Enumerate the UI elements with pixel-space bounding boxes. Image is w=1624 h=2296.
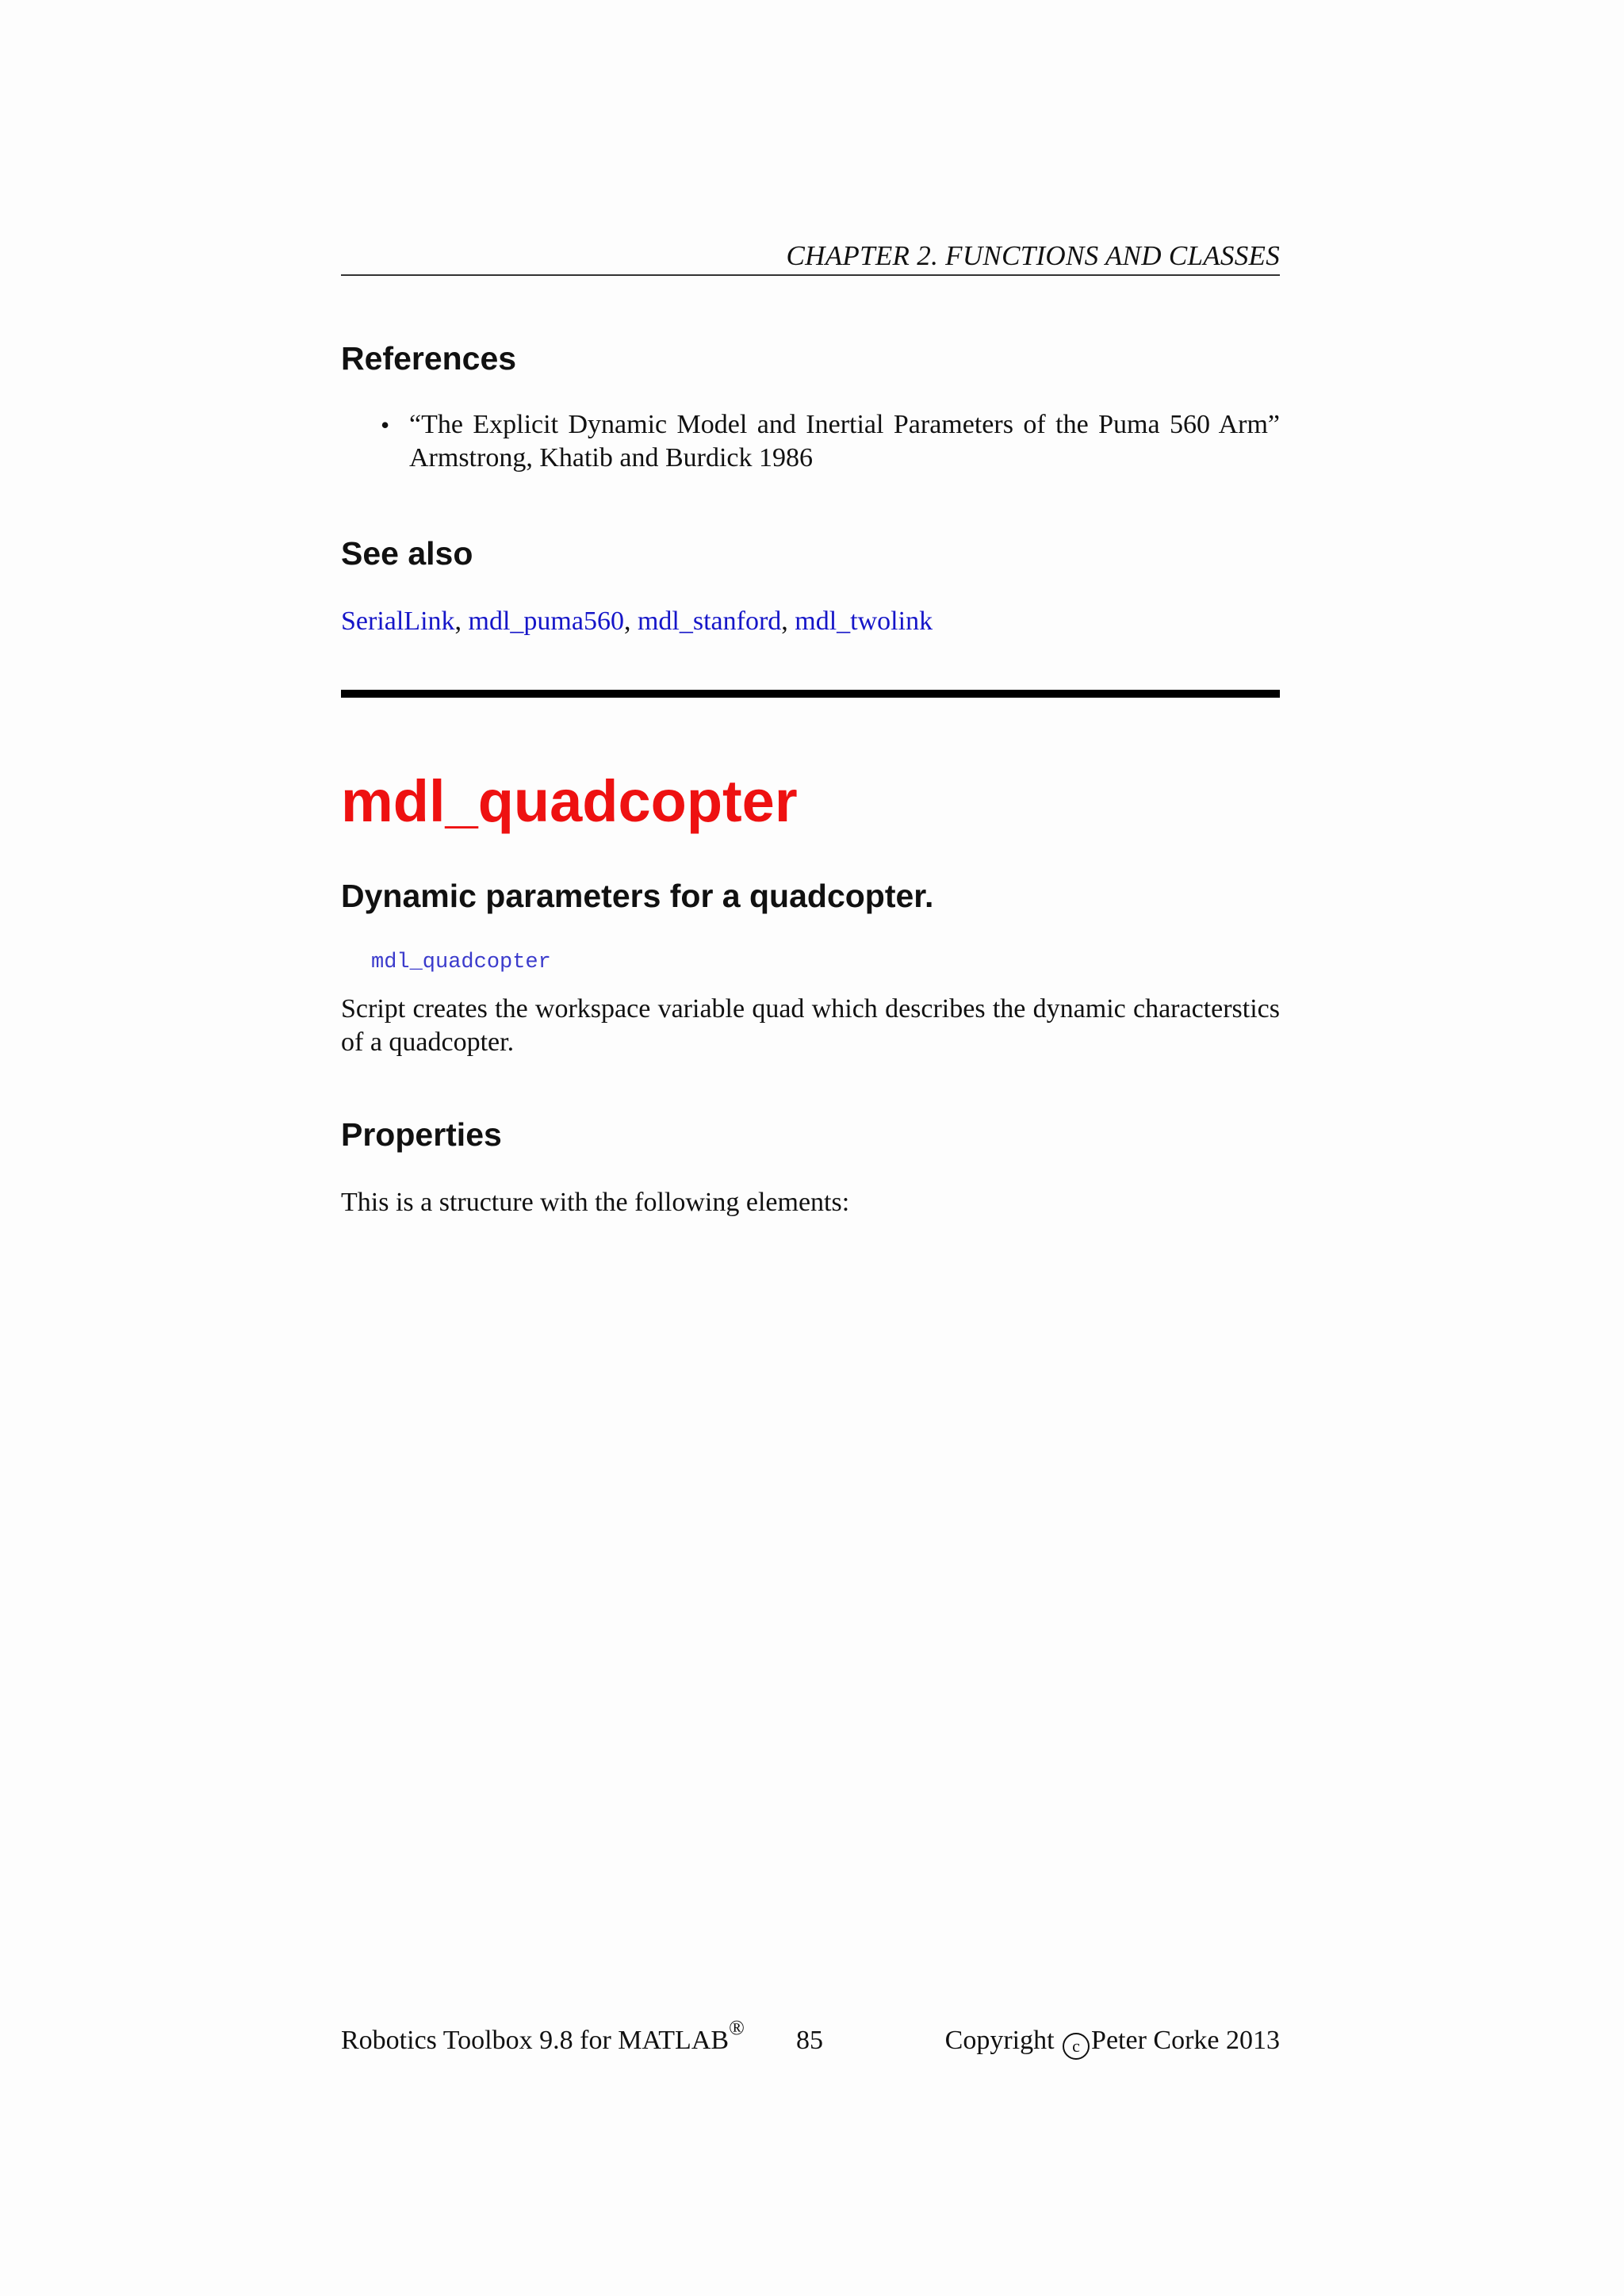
- references-list: [341, 408, 1280, 475]
- function-title: mdl_quadcopter: [341, 768, 798, 834]
- link-seriallink[interactable]: SerialLink: [341, 607, 455, 636]
- reference-item: [341, 408, 1280, 475]
- see-also-heading: See also: [341, 535, 473, 572]
- separator: ,: [781, 607, 795, 636]
- function-summary: Dynamic parameters for a quadcopter.: [341, 878, 934, 914]
- description-line: of a quadcopter.: [341, 1027, 515, 1057]
- copyright-prefix: Copyright: [944, 2026, 1062, 2055]
- footer-copyright: [945, 2023, 1280, 2060]
- bullet: •: [381, 411, 390, 439]
- usage-code: mdl_quadcopter: [371, 951, 551, 974]
- link-mdl-stanford[interactable]: mdl_stanford: [637, 607, 782, 636]
- link-mdl-twolink[interactable]: mdl_twolink: [795, 607, 933, 636]
- separator: ,: [623, 607, 638, 636]
- page-footer: [341, 2015, 1280, 2063]
- link-mdl-puma560[interactable]: mdl_puma560: [468, 607, 624, 636]
- copyright-holder: Peter Corke 2013: [1091, 2026, 1280, 2055]
- reference-title: “The Explicit Dynamic Model and Inertial Parameters of the Puma 560 Arm”: [409, 410, 1280, 439]
- header-rule: [341, 274, 1280, 276]
- section-divider: [341, 690, 1280, 698]
- registered-mark: ®: [729, 2015, 745, 2039]
- properties-heading: Properties: [341, 1116, 502, 1153]
- properties-intro: This is a structure with the following elements:: [341, 1188, 850, 1217]
- function-description: [341, 993, 1280, 1059]
- page-number: 85: [796, 2026, 823, 2055]
- footer-product: [341, 2015, 745, 2058]
- description-line: Script creates the workspace variable quad which describes the dynamic characterstics: [341, 994, 1280, 1024]
- copyright-icon: c: [1063, 2033, 1090, 2060]
- footer-product-text: Robotics Toolbox 9.8 for MATLAB: [341, 2026, 730, 2055]
- reference-authors: Armstrong, Khatib and Burdick 1986: [409, 443, 813, 473]
- see-also-links: [341, 604, 933, 639]
- separator: ,: [454, 607, 469, 636]
- references-heading: References: [341, 340, 517, 377]
- running-header: CHAPTER 2. FUNCTIONS AND CLASSES: [786, 240, 1280, 271]
